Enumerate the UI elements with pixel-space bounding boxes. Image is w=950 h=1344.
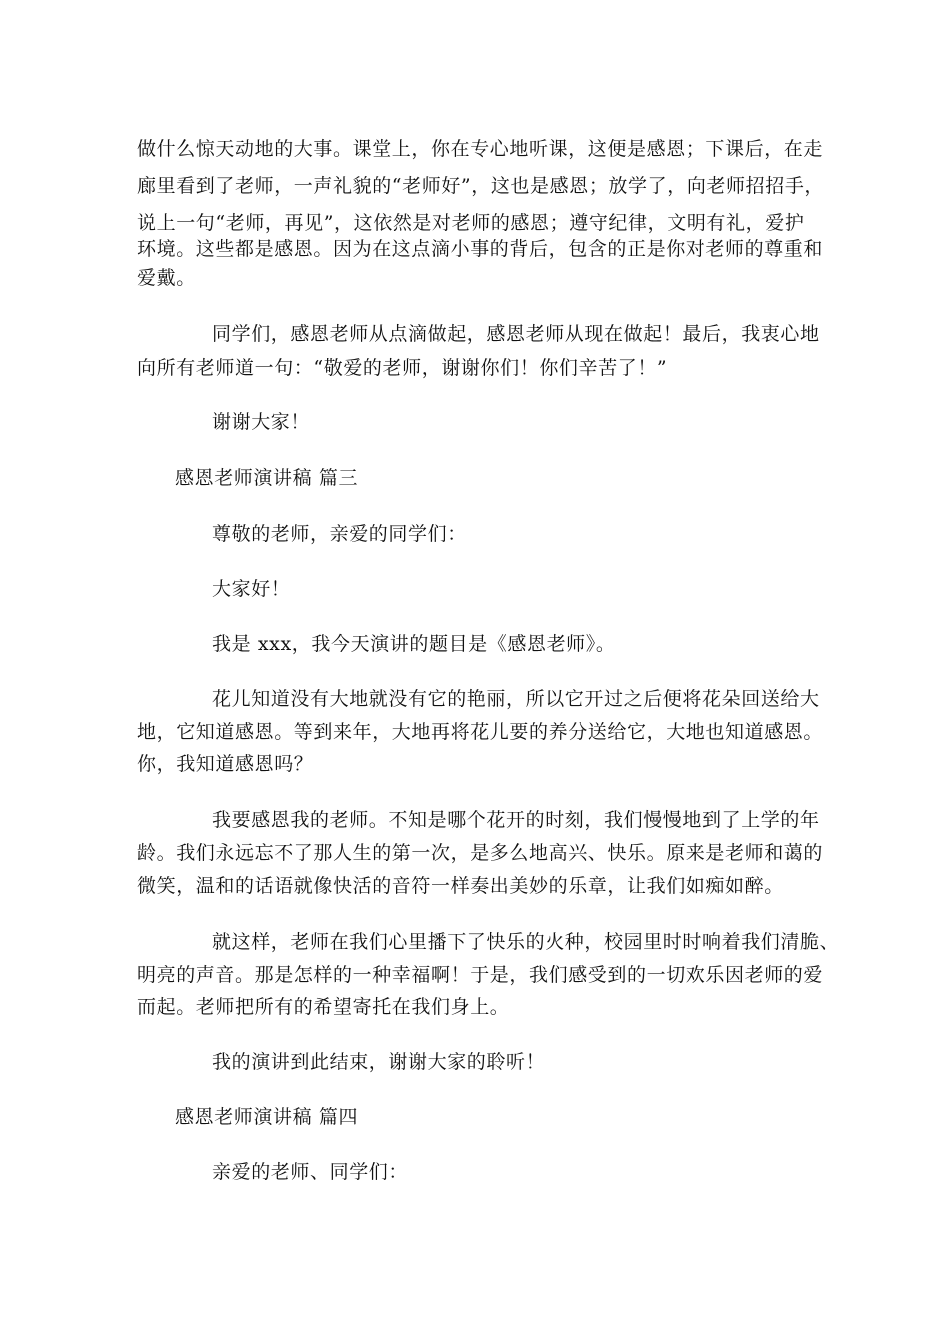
paragraph-line: 做什么惊天动地的大事。课堂上，你在专心地听课，这便是感恩；下课后，在走 [137, 138, 824, 160]
salutation: 尊敬的老师，亲爱的同学们： [212, 523, 467, 545]
paragraph-line: 就这样，老师在我们心里播下了快乐的火种，校园里时时响着我们清脆、 [212, 931, 840, 953]
paragraph-line: 我要感恩我的老师。不知是哪个花开的时刻，我们慢慢地到了上学的年 [212, 809, 820, 831]
paragraph-line: 花儿知道没有大地就没有它的艳丽，所以它开过之后便将花朵回送给大 [212, 688, 820, 710]
paragraph-line: 地，它知道感恩。等到来年，大地再将花儿要的养分送给它，大地也知道感恩。 [137, 721, 824, 743]
paragraph-line: 微笑，温和的话语就像快活的音符一样奏出美妙的乐章，让我们如痴如醉。 [137, 875, 784, 897]
paragraph-line: 龄。我们永远忘不了那人生的第一次，是多么地高兴、快乐。原来是老师和蔼的 [137, 842, 824, 864]
paragraph-line: 廊里看到了老师，一声礼貌的“老师好”，这也是感恩；放学了，向老师招招手， [137, 175, 825, 197]
paragraph-line: 你，我知道感恩吗？ [137, 753, 314, 775]
section-heading: 感恩老师演讲稿 篇四 [175, 1106, 359, 1128]
closing-line: 谢谢大家！ [212, 411, 311, 433]
greeting: 大家好！ [212, 578, 291, 600]
paragraph-line: 而起。老师把所有的希望寄托在我们身上。 [137, 996, 510, 1018]
salutation: 亲爱的老师、同学们： [212, 1161, 409, 1183]
section-heading: 感恩老师演讲稿 篇三 [175, 467, 359, 489]
paragraph-line: 爱戴。 [137, 267, 196, 289]
paragraph-line: 同学们，感恩老师从点滴做起，感恩老师从现在做起！最后，我衷心地 [212, 323, 820, 345]
paragraph-line: 向所有老师道一句：“敬爱的老师，谢谢你们！你们辛苦了！” [137, 357, 668, 379]
closing-line: 我的演讲到此结束，谢谢大家的聆听！ [212, 1051, 546, 1073]
paragraph-line: 说上一句“老师，再见”，这依然是对老师的感恩；遵守纪律，文明有礼，爱护 [137, 212, 805, 234]
paragraph-line: 明亮的声音。那是怎样的一种幸福啊！于是，我们感受到的一切欢乐因老师的爱 [137, 964, 824, 986]
intro-line: 我是 xxx，我今天演讲的题目是《感恩老师》。 [212, 633, 616, 655]
paragraph-line: 环境。这些都是感恩。因为在这点滴小事的背后，包含的正是你对老师的尊重和 [137, 238, 824, 260]
